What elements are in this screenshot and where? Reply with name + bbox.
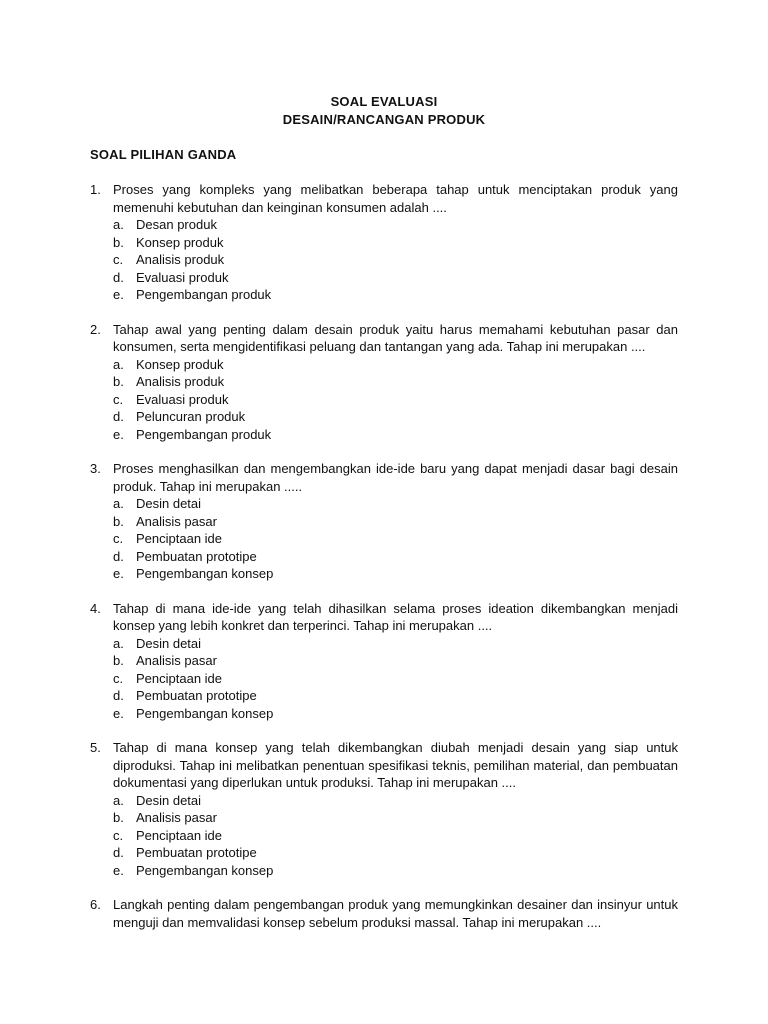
answer-option bbox=[113, 809, 678, 827]
option-text: Peluncuran produk bbox=[136, 409, 246, 424]
option-text: Pembuatan prototipe bbox=[136, 688, 257, 703]
option-text: Analisis pasar bbox=[136, 653, 217, 668]
option-text: Pembuatan prototipe bbox=[136, 845, 257, 860]
option-text: Pengembangan konsep bbox=[136, 566, 274, 581]
question-number: 5. bbox=[90, 740, 101, 755]
answer-option bbox=[113, 792, 678, 810]
answer-option bbox=[113, 670, 678, 688]
answer-option bbox=[113, 705, 678, 723]
question-item bbox=[90, 181, 678, 304]
option-list bbox=[113, 635, 678, 723]
question-item bbox=[90, 460, 678, 583]
answer-option bbox=[113, 652, 678, 670]
option-text: Evaluasi produk bbox=[136, 391, 229, 407]
option-letter: a. bbox=[113, 635, 124, 651]
option-list bbox=[113, 792, 678, 880]
answer-option bbox=[113, 391, 678, 409]
question-number: 3. bbox=[90, 461, 101, 476]
option-letter: e. bbox=[113, 862, 124, 878]
option-text: Penciptaan ide bbox=[136, 531, 223, 546]
section-heading: SOAL PILIHAN GANDA bbox=[90, 147, 237, 162]
question-text: Proses yang kompleks yang melibatkan beberapa tahap untuk menciptakan produk yang memenuhi kebutuhan dan keinginan konsumen adalah .... bbox=[113, 182, 678, 215]
option-letter: b. bbox=[113, 513, 124, 529]
answer-option bbox=[113, 426, 678, 444]
option-text: Pengembangan konsep bbox=[136, 705, 274, 721]
option-letter: d. bbox=[113, 845, 124, 860]
option-text: Pengembangan produk bbox=[136, 287, 272, 302]
question-item bbox=[90, 739, 678, 879]
option-text: Penciptaan ide bbox=[136, 827, 223, 843]
option-text: Evaluasi produk bbox=[136, 269, 229, 285]
option-list bbox=[113, 495, 678, 583]
option-letter: c. bbox=[113, 531, 124, 546]
option-letter: e. bbox=[113, 566, 124, 581]
option-text: Penciptaan ide bbox=[136, 670, 223, 686]
option-text: Desan produk bbox=[136, 217, 217, 232]
option-letter: c. bbox=[113, 827, 124, 843]
option-letter: b. bbox=[113, 234, 124, 250]
answer-option bbox=[113, 530, 678, 548]
answer-option bbox=[113, 269, 678, 287]
option-letter: c. bbox=[113, 670, 124, 686]
answer-option bbox=[113, 635, 678, 653]
answer-option bbox=[113, 495, 678, 513]
question-text: Tahap di mana ide-ide yang telah dihasilkan selama proses ideation dikembangkan menjadi konsep yang lebih konkret dan terperinci. Tahap ini merupakan .... bbox=[113, 600, 678, 633]
answer-option bbox=[113, 356, 678, 374]
option-letter: d. bbox=[113, 269, 124, 285]
option-letter: e. bbox=[113, 287, 124, 302]
answer-option bbox=[113, 513, 678, 531]
answer-option bbox=[113, 548, 678, 566]
option-letter: a. bbox=[113, 217, 124, 232]
question-text: Tahap awal yang penting dalam desain produk yaitu harus memahami kebutuhan pasar dan konsumen, serta mengidentifikasi peluang dan tantangan yang ada. Tahap ini merupakan .... bbox=[113, 321, 678, 354]
question-number: 2. bbox=[90, 321, 101, 337]
option-text: Konsep produk bbox=[136, 234, 224, 250]
option-text: Desin detai bbox=[136, 496, 202, 511]
answer-option bbox=[113, 251, 678, 269]
option-letter: b. bbox=[113, 810, 124, 825]
option-text: Desin detai bbox=[136, 635, 202, 651]
answer-option bbox=[113, 286, 678, 304]
option-letter: d. bbox=[113, 688, 124, 703]
question-text: Langkah penting dalam pengembangan produk yang memungkinkan desainer dan insinyur untuk menguji dan memvalidasi konsep sebelum produksi massal. Tahap ini merupakan .... bbox=[113, 897, 678, 930]
option-letter: d. bbox=[113, 409, 124, 424]
option-text: Analisis pasar bbox=[136, 513, 217, 529]
option-letter: c. bbox=[113, 252, 124, 267]
document-subtitle: DESAIN/RANCANGAN PRODUK bbox=[282, 112, 486, 127]
question-item bbox=[90, 321, 678, 444]
option-letter: e. bbox=[113, 705, 124, 721]
option-text: Pengembangan produk bbox=[136, 426, 272, 442]
option-list bbox=[113, 356, 678, 444]
option-letter: e. bbox=[113, 426, 124, 442]
answer-option bbox=[113, 565, 678, 583]
answer-option bbox=[113, 216, 678, 234]
question-text: Proses menghasilkan dan mengembangkan ide-ide baru yang dapat menjadi dasar bagi desain produk. Tahap ini merupakan ..... bbox=[113, 461, 678, 494]
option-letter: a. bbox=[113, 496, 124, 511]
option-text: Analisis produk bbox=[136, 374, 225, 389]
option-letter: c. bbox=[113, 391, 124, 407]
option-letter: b. bbox=[113, 653, 124, 668]
option-text: Analisis produk bbox=[136, 252, 225, 267]
question-item bbox=[90, 600, 678, 723]
option-letter: a. bbox=[113, 356, 124, 372]
option-list bbox=[113, 216, 678, 304]
option-letter: a. bbox=[113, 792, 124, 808]
question-number: 6. bbox=[90, 897, 101, 912]
answer-option bbox=[113, 827, 678, 845]
option-text: Desin detai bbox=[136, 792, 202, 808]
option-letter: b. bbox=[113, 374, 124, 389]
answer-option bbox=[113, 862, 678, 880]
document-title: SOAL EVALUASI bbox=[330, 94, 438, 109]
answer-option bbox=[113, 687, 678, 705]
answer-option bbox=[113, 234, 678, 252]
question-number: 4. bbox=[90, 600, 101, 616]
question-text: Tahap di mana konsep yang telah dikembangkan diubah menjadi desain yang siap untuk diproduksi. Tahap ini melibatkan penentuan spesifikasi teknis, pemilihan material, dan pembuatan dokumentasi yang diperlukan untuk produksi. Tahap ini merupakan .... bbox=[113, 740, 678, 790]
answer-option bbox=[113, 844, 678, 862]
answer-option bbox=[113, 373, 678, 391]
option-letter: d. bbox=[113, 548, 124, 564]
answer-option bbox=[113, 408, 678, 426]
question-item bbox=[90, 896, 678, 931]
question-number: 1. bbox=[90, 182, 101, 197]
option-text: Analisis pasar bbox=[136, 810, 217, 825]
option-text: Pengembangan konsep bbox=[136, 862, 274, 878]
option-text: Konsep produk bbox=[136, 356, 224, 372]
question-list bbox=[90, 181, 678, 948]
option-text: Pembuatan prototipe bbox=[136, 548, 257, 564]
